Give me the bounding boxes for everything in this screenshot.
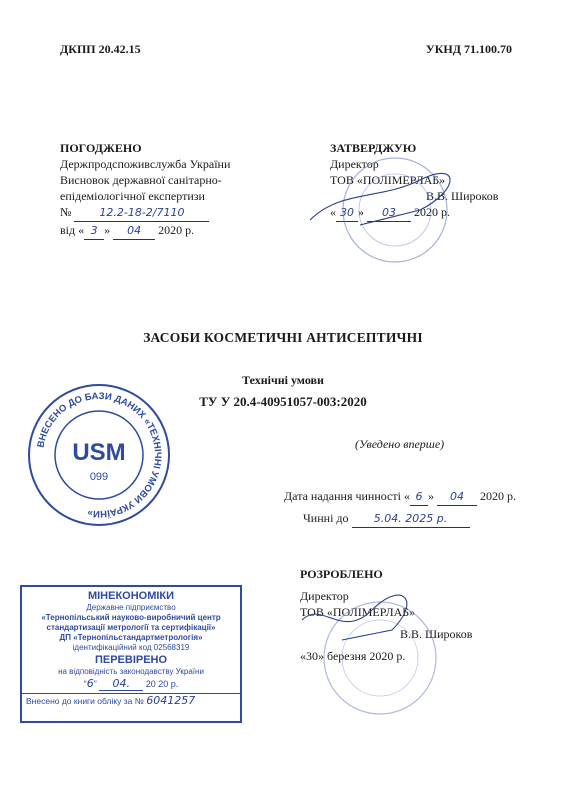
document-title: ЗАСОБИ КОСМЕТИЧНІ АНТИСЕПТИЧНІ <box>143 330 423 345</box>
agreed-date-month: 04 <box>113 223 155 240</box>
agreed-heading: ПОГОДЖЕНО <box>60 141 142 155</box>
agreed-number-prefix: № <box>60 205 72 219</box>
developed-seal-outer <box>324 602 436 714</box>
developed-date: «30» березня 2020 р. <box>300 649 406 663</box>
approve-date-month: 03 <box>367 205 411 222</box>
introduced-note: (Уведено вперше) <box>355 437 445 451</box>
developed-line2: ТОВ «ПОЛІМЕРЛАБ» <box>300 605 416 619</box>
usm-database-stamp <box>24 380 174 530</box>
usm-stamp-number: 099 <box>89 471 109 483</box>
approve-line2: ТОВ «ПОЛІМЕРЛАБ» <box>330 173 446 187</box>
ministry-check-stamp <box>20 585 242 723</box>
approve-date-year: 2020 р. <box>414 205 450 219</box>
usm-stamp-logo: USM <box>72 439 126 466</box>
ministry-stamp-line5: ідентифікаційний код 02568319 <box>72 643 190 652</box>
ministry-stamp-registry-number: 6041257 <box>146 694 196 707</box>
ministry-stamp-checked: ПЕРЕВІРЕНО <box>94 654 168 666</box>
ministry-stamp-date-year: 20 20 р. <box>145 679 179 689</box>
ministry-stamp-line4: ДП «Тернопільстандартметрологія» <box>59 633 203 642</box>
validity-end-line <box>303 510 470 528</box>
ministry-stamp-date-month: 04. <box>99 677 143 691</box>
developed-signer: В.В. Широков <box>400 627 473 641</box>
agreed-line2: Висновок державної санітарно- <box>60 173 222 187</box>
agreed-date-line <box>60 222 230 240</box>
agreed-date-day: 3 <box>84 223 104 240</box>
agreed-line1: Держпродспоживслужба України <box>60 157 231 171</box>
agreed-number-handwritten: 12.2-18-2/7110 <box>74 205 209 222</box>
agreed-date-year: 2020 р. <box>158 223 195 237</box>
developed-seal-inner <box>342 620 418 696</box>
agreed-date-prefix: від « <box>60 223 85 237</box>
approve-date-open: « <box>330 205 336 219</box>
ministry-stamp-date-day: 6 <box>86 677 94 690</box>
agreed-number-line <box>60 204 230 222</box>
ministry-stamp-line2: «Тернопільський науково-виробничий центр <box>41 613 221 622</box>
ministry-stamp-line6: на відповідність законодавству України <box>58 667 204 676</box>
approve-line1: Директор <box>330 157 379 171</box>
approve-signature-seal <box>300 150 480 270</box>
approve-date-mid: » <box>358 205 364 219</box>
validity-start-month: 04 <box>437 489 477 506</box>
ministry-stamp-line1: Державне підприємство <box>86 603 176 612</box>
agreed-block <box>60 140 230 240</box>
agreed-line3: епідеміологічної експертизи <box>60 189 205 203</box>
agreed-date-mid: » <box>104 223 111 237</box>
ministry-stamp-date-line: “6” 04. 20 20 р. <box>83 677 179 690</box>
validity-start-line <box>284 488 516 506</box>
developed-heading: РОЗРОБЛЕНО <box>300 567 383 581</box>
ministry-stamp-title: МІНЕКОНОМІКИ <box>87 590 175 602</box>
usm-stamp-ring-text: ВНЕСЕНО ДО БАЗИ ДАНИХ «ТЕХНІЧНІ УМОВИ УКРАЇНИ» <box>35 390 164 520</box>
approve-heading: ЗАТВЕРДЖУЮ <box>330 141 417 155</box>
classifier-code-dkpp: ДКПП 20.42.15 <box>60 42 141 56</box>
developed-signature-stroke <box>302 595 407 640</box>
ministry-stamp-line3: стандартизації метрології та сертифікації» <box>46 623 216 632</box>
document-subtitle: Технічні умови <box>242 373 324 387</box>
developed-signature-seal <box>282 580 462 730</box>
ministry-stamp-registry-line <box>22 693 240 706</box>
validity-start-day: 6 <box>410 489 428 506</box>
validity-start-year: 2020 р. <box>479 489 516 503</box>
approve-signer: В.В. Широков <box>426 189 499 203</box>
validity-end-label: Чинні до <box>303 511 349 525</box>
classifier-code-uknd: УКНД 71.100.70 <box>425 42 512 56</box>
developed-line1: Директор <box>300 589 349 603</box>
ministry-stamp-registry-label: Внесено до книги обліку за № <box>26 696 144 706</box>
approve-date-day: 30 <box>336 205 358 222</box>
validity-start-label: Дата надання чинності « <box>284 489 410 503</box>
spec-number: ТУ У 20.4-40951057-003:2020 <box>199 394 367 409</box>
validity-end-handwritten: 5.04. 2025 р. <box>352 511 470 528</box>
validity-start-mid: » <box>427 489 434 503</box>
